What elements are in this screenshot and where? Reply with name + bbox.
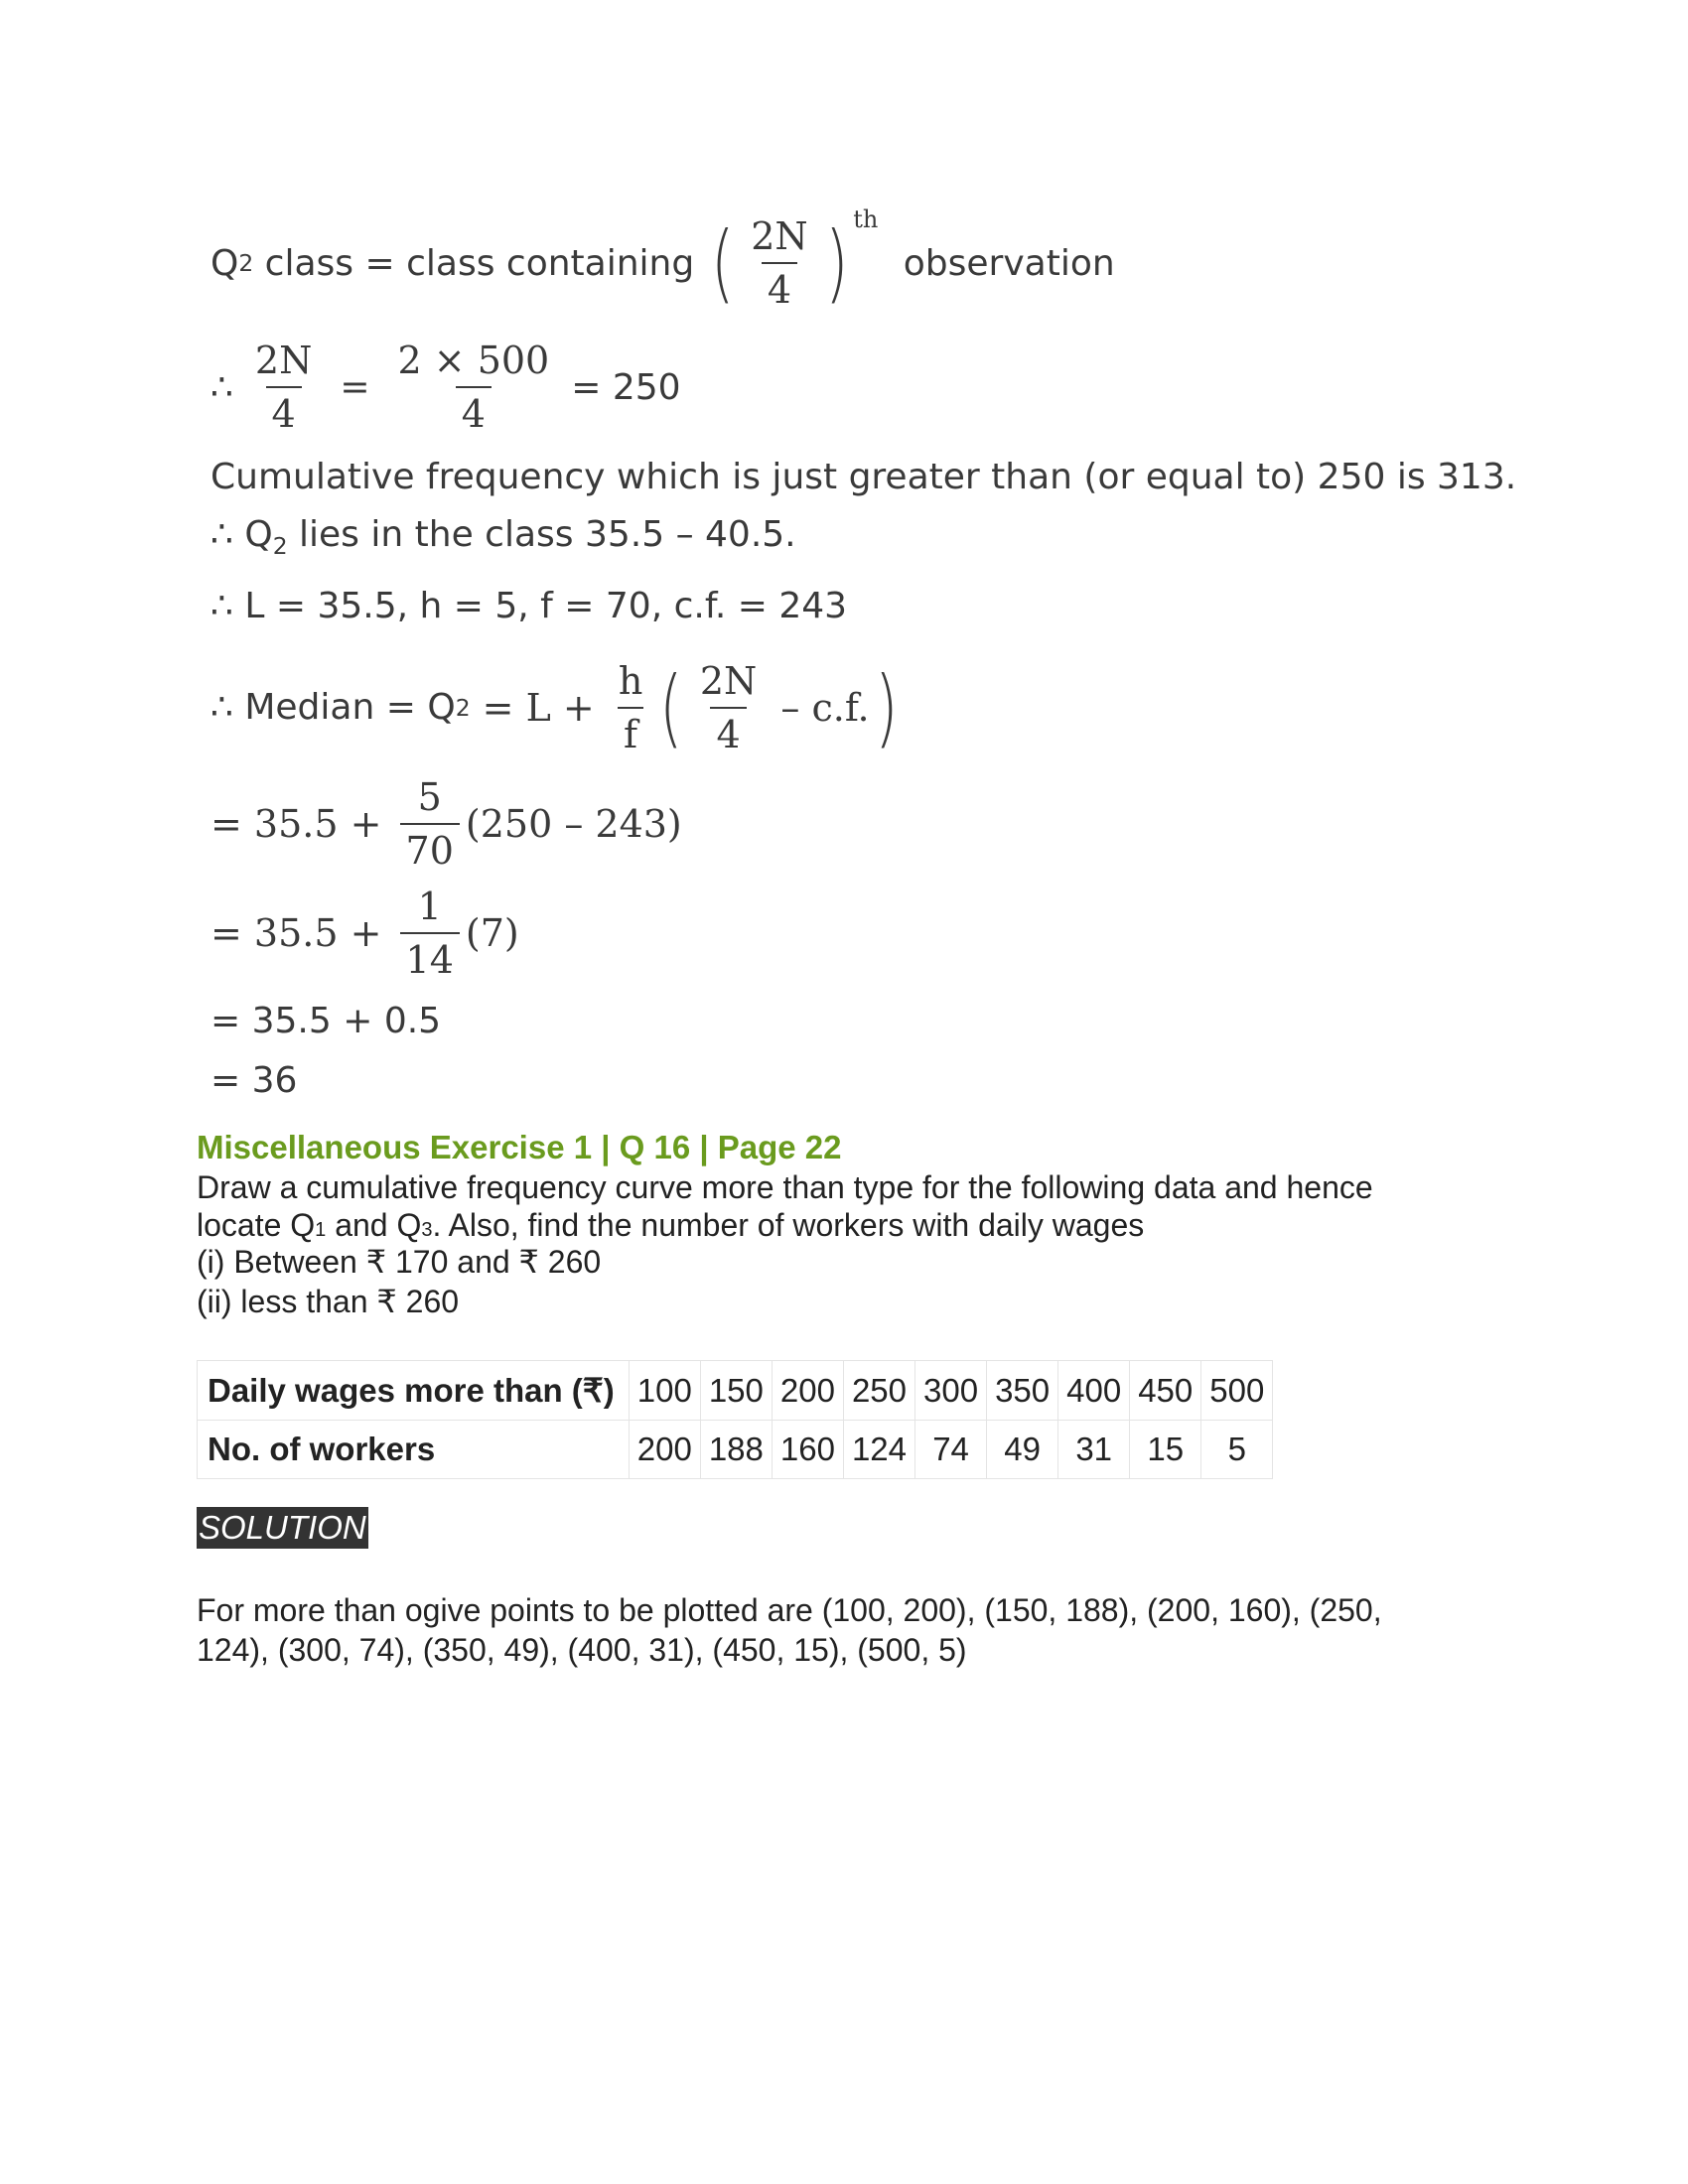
denominator: 4 (456, 386, 492, 436)
equals: = (340, 366, 370, 408)
table-cell: 31 (1058, 1421, 1130, 1479)
numerator: 2N (699, 658, 758, 703)
math-line-q2-lies (211, 514, 796, 560)
text: lies in the class 35.5 – 40.5. (287, 514, 796, 555)
numerator: h (618, 658, 643, 703)
solution-text-line1: For more than ogive points to be plotted are (100, 200), (150, 188), (200, 160), (250, (197, 1592, 1382, 1628)
question-part-i: (i) Between ₹ 170 and ₹ 260 (197, 1244, 602, 1280)
subscript: 2 (272, 532, 288, 561)
solution-badge: SOLUTION (197, 1507, 368, 1549)
table-cell: 160 (772, 1421, 843, 1479)
math-line-2n-over-4 (211, 333, 681, 442)
numerator: 1 (417, 885, 442, 928)
fraction-h-f (613, 659, 648, 756)
tail: observation (892, 242, 1115, 284)
table-cell: 350 (987, 1361, 1058, 1421)
table-row-workers (198, 1421, 1273, 1479)
subscript: 3 (421, 1219, 433, 1241)
table-cell: 100 (629, 1361, 700, 1421)
table-cell: 188 (700, 1421, 772, 1479)
data-table (197, 1360, 1273, 1479)
tail: (7) (465, 911, 519, 955)
denominator: f (618, 707, 643, 756)
math-line-q2-class (211, 194, 1115, 333)
table-cell: 5 (1201, 1421, 1273, 1479)
close-paren: ) (824, 213, 849, 313)
question-part-ii: (ii) less than ₹ 260 (197, 1284, 460, 1319)
table-cell: 400 (1058, 1361, 1130, 1421)
denominator: 70 (400, 823, 460, 873)
prefix: = 35.5 + (211, 802, 394, 846)
denominator: 4 (710, 707, 746, 756)
text: . Also, find the number of workers with daily wages (432, 1207, 1145, 1243)
text: and Q (326, 1207, 422, 1243)
table-cell: 150 (700, 1361, 772, 1421)
result: = 250 (571, 366, 681, 408)
prefix: = 35.5 + (211, 911, 394, 955)
table-row-label: No. of workers (198, 1421, 630, 1479)
table-cell: 450 (1130, 1361, 1201, 1421)
text: class = class containing (253, 242, 706, 284)
superscript: th (853, 205, 879, 233)
q-symbol: Q (211, 242, 239, 284)
table-cell: 300 (915, 1361, 987, 1421)
prefix: ∴ Q (211, 514, 273, 555)
denominator: 4 (762, 262, 797, 312)
table-cell: 15 (1130, 1421, 1201, 1479)
denominator: 14 (400, 932, 460, 982)
table-row-wages (198, 1361, 1273, 1421)
table-cell: 74 (915, 1421, 987, 1479)
numerator: 5 (417, 775, 442, 819)
denominator: 4 (266, 386, 302, 436)
math-line-result: = 36 (211, 1060, 298, 1101)
open-paren: ( (710, 213, 735, 313)
fraction (400, 885, 460, 982)
math-line-step2 (211, 879, 519, 988)
tail: (250 – 243) (465, 802, 682, 846)
fraction-2n-4 (694, 659, 763, 756)
subscript: 2 (455, 693, 471, 722)
data-table-wrapper (197, 1360, 1273, 1479)
table-cell: 500 (1201, 1361, 1273, 1421)
question-text-line1: Draw a cumulative frequency curve more than type for the following data and hence (197, 1169, 1373, 1205)
subscript: 1 (315, 1219, 327, 1241)
table-cell: 200 (629, 1421, 700, 1479)
table-cell: 124 (843, 1421, 914, 1479)
prefix: ∴ Median = Q (211, 687, 456, 728)
numerator: 2 × 500 (397, 339, 550, 382)
table-cell: 250 (843, 1361, 914, 1421)
fraction (392, 339, 556, 436)
open-paren: ( (659, 657, 683, 757)
numerator: 2N (254, 339, 313, 382)
solution-text-line2: 124), (300, 74), (350, 49), (400, 31), (450, 15), (500, 5) (197, 1632, 967, 1668)
subscript: 2 (238, 249, 254, 277)
math-line-values: ∴ L = 35.5, h = 5, f = 70, c.f. = 243 (211, 586, 848, 626)
tail: – c.f. (769, 685, 870, 730)
text: locate Q (197, 1207, 316, 1243)
question-heading: Miscellaneous Exercise 1 | Q 16 | Page 22 (197, 1129, 842, 1165)
equation: = L + (470, 685, 607, 730)
fraction (249, 339, 318, 436)
math-line-cumulative: Cumulative frequency which is just greater than (or equal to) 250 is 313. (211, 457, 1517, 497)
math-line-step3: = 35.5 + 0.5 (211, 1001, 442, 1041)
numerator: 2N (751, 214, 808, 258)
math-line-median (211, 650, 903, 764)
fraction (400, 775, 460, 873)
therefore: ∴ (211, 366, 233, 408)
table-cell: 49 (987, 1421, 1058, 1479)
table-cell: 200 (772, 1361, 843, 1421)
close-paren: ) (874, 657, 899, 757)
table-row-label: Daily wages more than (₹) (198, 1361, 630, 1421)
fraction (745, 214, 813, 312)
math-line-step1 (211, 769, 682, 879)
